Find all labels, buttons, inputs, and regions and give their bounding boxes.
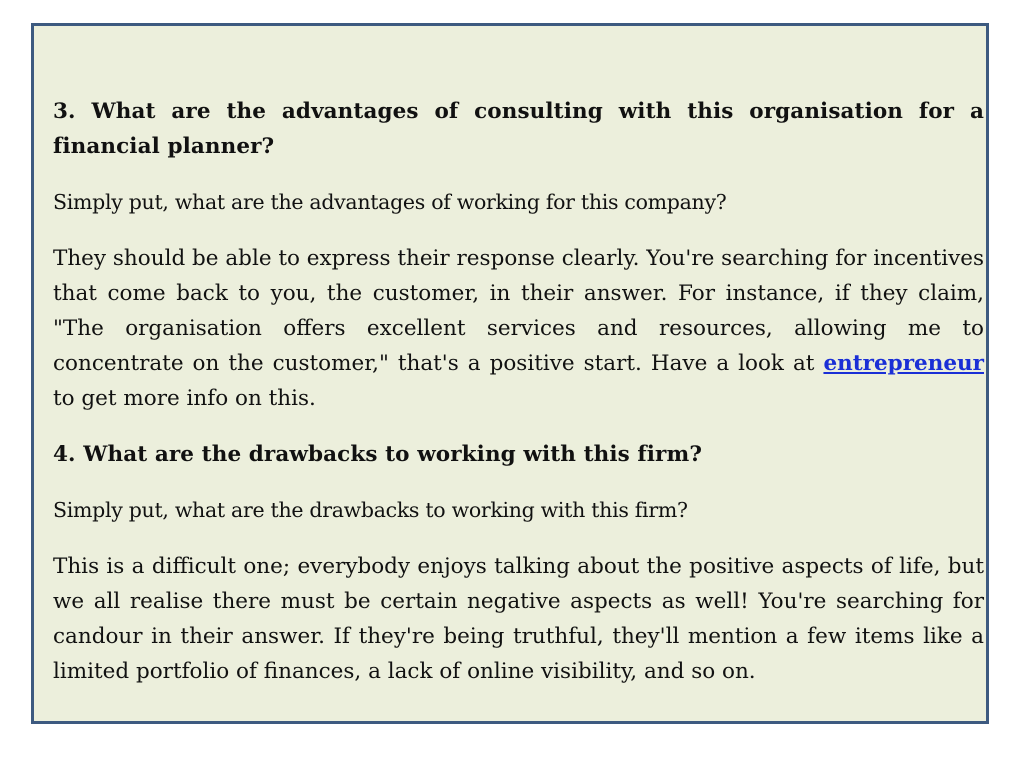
document-content — [53, 94, 984, 689]
question-3-body — [53, 241, 984, 416]
entrepreneur-link[interactable]: entrepreneur — [823, 351, 984, 376]
question-3-body-tail: to get more info on this. — [53, 386, 316, 411]
slide-frame — [31, 23, 989, 724]
question-4-heading: 4. What are the drawbacks to working with this firm? — [53, 442, 703, 467]
question-3-body-text: They should be able to express their response clearly. You're searching for incentives that come back to you, the customer, in their answer. For instance, if they claim, "The organisation offers excellent services and resources, allowing me to concentrate on the customer," that's a positive start. Have a look at — [53, 246, 984, 376]
question-4-body: This is a difficult one; everybody enjoys talking about the positive aspects of life, but we all realise there must be certain negative aspects as well! You're searching for candour in their answer. If they're being truthful, they'll mention a few items like a limited portfolio of finances, a lack of online visibility, and so on. — [53, 554, 984, 684]
question-4-summary: Simply put, what are the drawbacks to working with this firm? — [53, 498, 688, 522]
question-3-summary: Simply put, what are the advantages of working for this company? — [53, 190, 727, 214]
question-3-heading: 3. What are the advantages of consulting with this organisation for a financial planner? — [53, 99, 984, 159]
